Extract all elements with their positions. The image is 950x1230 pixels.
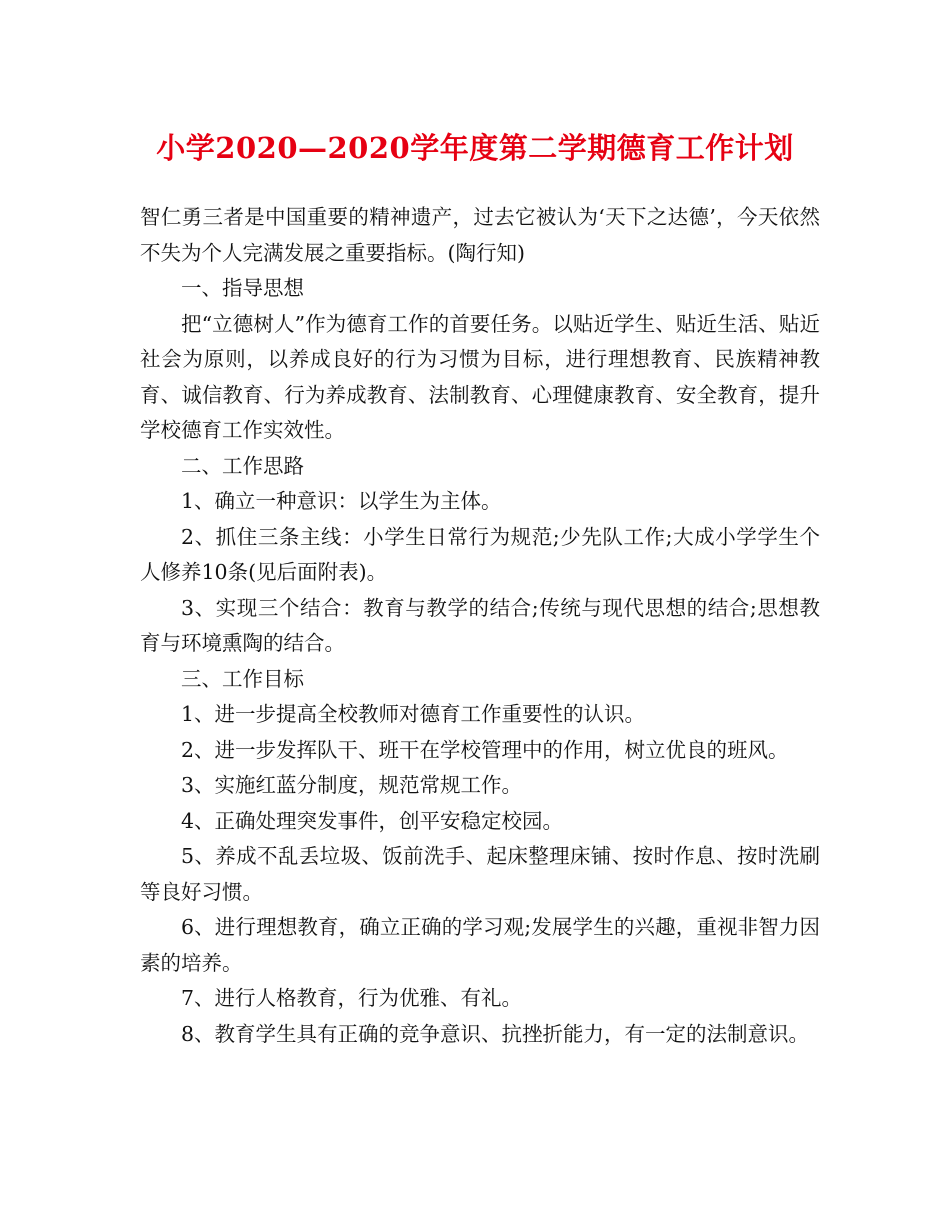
goal-item-5: 5、养成不乱丢垃圾、饭前洗手、起床整理床铺、按时作息、按时洗刷等良好习惯。 <box>140 844 820 904</box>
goal-item-6: 6、进行理想教育，确立正确的学习观;发展学生的兴趣，重视非智力因素的培养。 <box>140 915 820 975</box>
section-heading-work-approach: 二、工作思路 <box>181 453 304 478</box>
intro-quote-paragraph: 智仁勇三者是中国重要的精神遗产，过去它被认为‘天下之达德’，今天依然不失为个人完满发展之重要指标。(陶行知) <box>140 205 820 265</box>
goal-item-3: 3、实施红蓝分制度，规范常规工作。 <box>181 773 523 797</box>
document-title: 小学2020—2020学年度第二学期德育工作计划 <box>156 131 794 165</box>
goal-item-7: 7、进行人格教育，行为优雅、有礼。 <box>181 986 523 1010</box>
approach-item-2: 2、抓住三条主线：小学生日常行为规范;少先队工作;大成小学学生个人修养10条(见后面附表)。 <box>140 524 820 584</box>
section-heading-work-goals: 三、工作目标 <box>181 666 304 691</box>
document-body <box>140 200 820 1052</box>
goal-item-1: 1、进一步提高全校教师对德育工作重要性的认识。 <box>181 702 646 726</box>
section-heading-guiding-ideology: 一、指导思想 <box>181 276 304 300</box>
goal-item-4: 4、正确处理突发事件，创平安稳定校园。 <box>181 808 564 833</box>
paragraph-guiding-ideology: 把“立德树人”作为德育工作的首要任务。以贴近学生、贴近生活、贴近社会为原则，以养成良好的行为习惯为目标，进行理想教育、民族精神教育、诚信教育、行为养成教育、法制教育、心理健康教育、安全教育，提升学校德育工作实效性。 <box>140 311 820 442</box>
goal-item-2: 2、进一步发挥队干、班干在学校管理中的作用，树立优良的班风。 <box>181 737 789 762</box>
approach-item-1: 1、确立一种意识：以学生为主体。 <box>181 489 502 513</box>
goal-item-8: 8、教育学生具有正确的竞争意识、抗挫折能力，有一定的法制意识。 <box>181 1021 810 1046</box>
approach-item-3: 3、实现三个结合：教育与教学的结合;传统与现代思想的结合;思想教育与环境熏陶的结合。 <box>140 595 820 655</box>
